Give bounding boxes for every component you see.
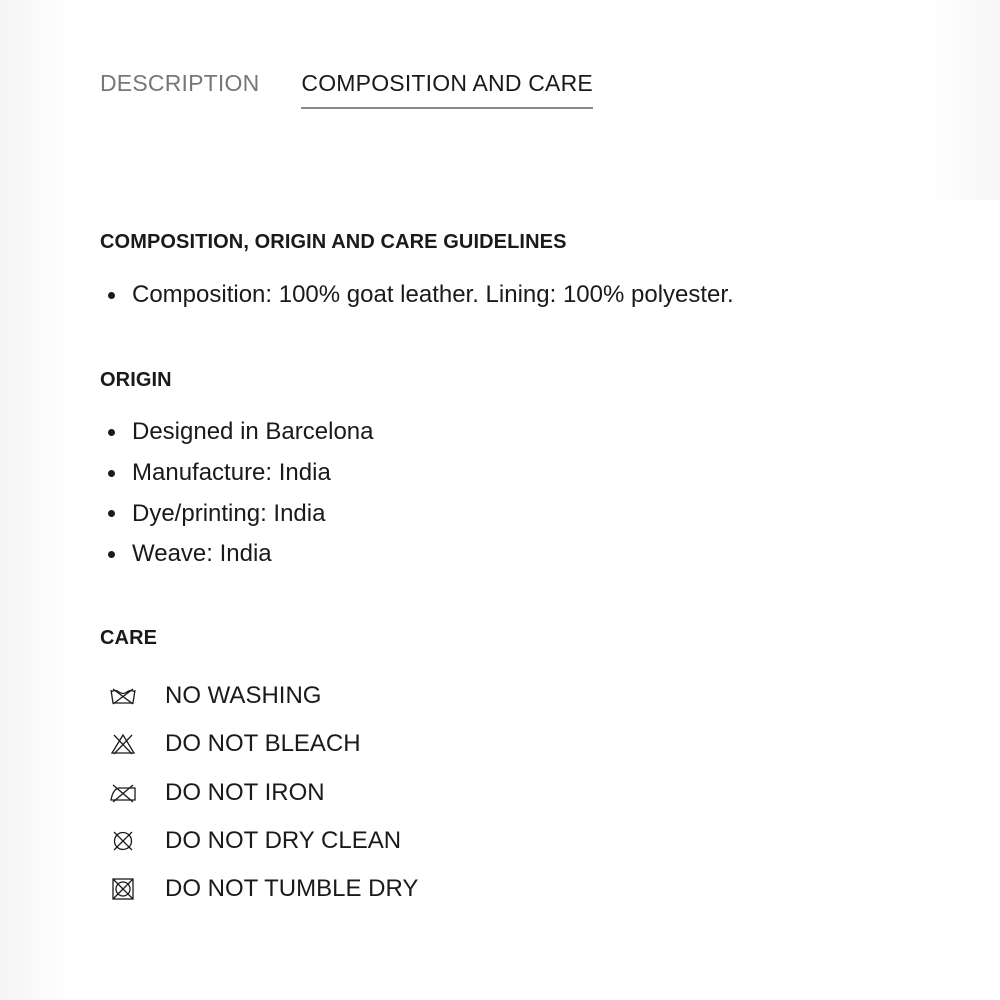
list-item-text: Dye/printing: India	[132, 499, 326, 527]
list-item-text: Weave: India	[132, 540, 272, 568]
do-not-tumble-dry-icon	[108, 877, 138, 901]
list-item	[104, 453, 374, 494]
composition-list	[104, 275, 734, 316]
origin-list	[104, 412, 374, 575]
bullet-icon	[108, 429, 115, 436]
bullet-icon	[108, 510, 115, 517]
origin-heading: ORIGIN	[100, 369, 172, 391]
do-not-bleach-icon	[108, 732, 138, 756]
care-item-label: DO NOT IRON	[165, 778, 325, 806]
care-item-no-washing	[108, 672, 418, 720]
care-item-label: DO NOT BLEACH	[165, 730, 361, 758]
tab-composition-and-care[interactable]: COMPOSITION AND CARE	[301, 70, 593, 109]
composition-heading: COMPOSITION, ORIGIN AND CARE GUIDELINES	[100, 231, 567, 253]
list-item-text: Composition: 100% goat leather. Lining: 100% polyester.	[132, 281, 734, 309]
care-list	[108, 672, 418, 913]
care-item-label: DO NOT TUMBLE DRY	[165, 875, 419, 903]
list-item-text: Designed in Barcelona	[132, 418, 374, 446]
list-item-text: Manufacture: India	[132, 459, 331, 487]
tab-description[interactable]: DESCRIPTION	[100, 70, 260, 96]
bullet-icon	[108, 551, 115, 558]
list-item	[104, 493, 374, 534]
background-shade-left	[0, 0, 70, 1000]
tab-bar	[100, 70, 593, 109]
bullet-icon	[108, 292, 115, 299]
care-heading: CARE	[100, 627, 158, 649]
list-item	[104, 275, 734, 316]
list-item	[104, 534, 374, 575]
background-shade-right	[930, 0, 1000, 200]
care-item-label: NO WASHING	[165, 682, 322, 710]
do-not-iron-icon	[108, 781, 138, 805]
no-washing-icon	[108, 684, 138, 708]
care-item-do-not-tumble-dry	[108, 865, 418, 913]
bullet-icon	[108, 470, 115, 477]
care-item-label: DO NOT DRY CLEAN	[165, 827, 402, 855]
care-item-do-not-dry-clean	[108, 817, 418, 865]
care-item-do-not-bleach	[108, 720, 418, 768]
care-item-do-not-iron	[108, 769, 418, 817]
list-item	[104, 412, 374, 453]
do-not-dry-clean-icon	[108, 829, 138, 853]
